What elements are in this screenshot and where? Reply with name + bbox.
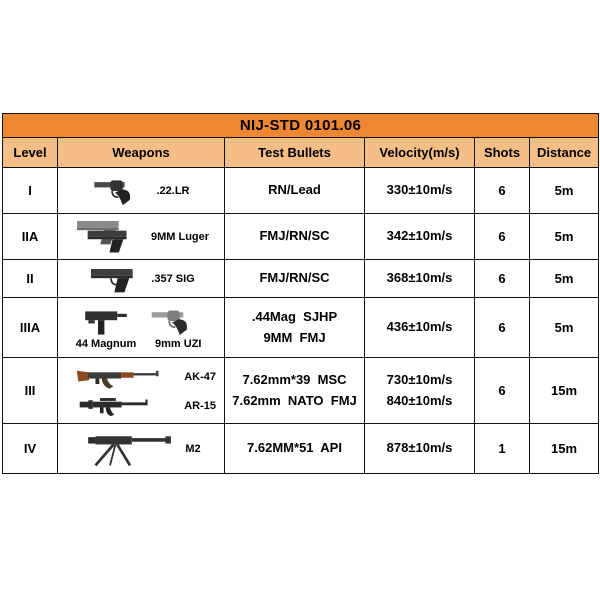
ar15-icon (66, 393, 170, 419)
distance-cell: 5m (530, 260, 599, 298)
shots-cell: 1 (475, 424, 530, 474)
table-row (3, 298, 599, 358)
weapon-label: .22.LR (156, 184, 190, 197)
weapons-cell (58, 214, 225, 260)
table-row (3, 424, 599, 474)
shots-cell: 6 (475, 260, 530, 298)
col-header-level: Level (3, 138, 58, 168)
distance-cell: 15m (530, 358, 599, 424)
weapon-label: .357 SIG (151, 272, 195, 285)
distance-cell: 15m (530, 424, 599, 474)
weapon-label: 9mm UZI (155, 338, 202, 350)
weapons-cell (58, 358, 225, 424)
pistol-icon (87, 264, 145, 294)
level-cell: I (3, 168, 58, 214)
level-cell: IIIA (3, 298, 58, 358)
weapon-label: 44 Magnum (75, 338, 137, 350)
velocity-cell: 436±10m/s (365, 298, 475, 358)
weapon-label: AK-47 (184, 370, 216, 383)
bullets-cell: FMJ/RN/SC (225, 214, 365, 260)
weapons-cell (58, 298, 225, 358)
nij-standard-table (2, 113, 599, 474)
weapons-cell (58, 424, 225, 474)
bullets-cell: .44Mag SJHP 9MM FMJ (225, 298, 365, 358)
bullets-cell: RN/Lead (225, 168, 365, 214)
bullets-cell: FMJ/RN/SC (225, 260, 365, 298)
distance-cell: 5m (530, 214, 599, 260)
shots-cell: 6 (475, 298, 530, 358)
pistol-icon (85, 226, 137, 257)
shots-cell: 6 (475, 214, 530, 260)
velocity-cell: 342±10m/s (365, 214, 475, 260)
ak47-icon (66, 363, 170, 391)
col-header-velocity: Velocity(m/s) (365, 138, 475, 168)
weapons-cell (58, 260, 225, 298)
shots-cell: 6 (475, 358, 530, 424)
velocity-cell: 730±10m/s 840±10m/s (365, 358, 475, 424)
col-header-distance: Distance (530, 138, 599, 168)
title-row (3, 114, 599, 138)
bullets-cell: 7.62mm*39 MSC 7.62mm NATO FMJ (225, 358, 365, 424)
level-cell: III (3, 358, 58, 424)
uzi-icon (79, 305, 133, 337)
distance-cell: 5m (530, 298, 599, 358)
level-cell: IIA (3, 214, 58, 260)
col-header-test-bullets: Test Bullets (225, 138, 365, 168)
distance-cell: 5m (530, 168, 599, 214)
table-row (3, 358, 599, 424)
weapons-cell (58, 168, 225, 214)
table-row (3, 214, 599, 260)
table-row (3, 168, 599, 214)
weapon-label: 9MM Luger (150, 230, 210, 243)
col-header-weapons: Weapons (58, 138, 225, 168)
table-row (3, 260, 599, 298)
level-cell: II (3, 260, 58, 298)
velocity-cell: 368±10m/s (365, 260, 475, 298)
weapon-label: M2 (185, 442, 201, 455)
col-header-shots: Shots (475, 138, 530, 168)
m2-machine-gun-icon (81, 429, 179, 469)
weapon-label: AR-15 (184, 399, 216, 412)
magnum-revolver-icon (150, 305, 206, 337)
revolver-icon (92, 175, 150, 207)
table-title: NIJ-STD 0101.06 (3, 114, 599, 138)
velocity-cell: 330±10m/s (365, 168, 475, 214)
bullets-cell: 7.62MM*51 API (225, 424, 365, 474)
level-cell: IV (3, 424, 58, 474)
shots-cell: 6 (475, 168, 530, 214)
header-row (3, 138, 599, 168)
velocity-cell: 878±10m/s (365, 424, 475, 474)
